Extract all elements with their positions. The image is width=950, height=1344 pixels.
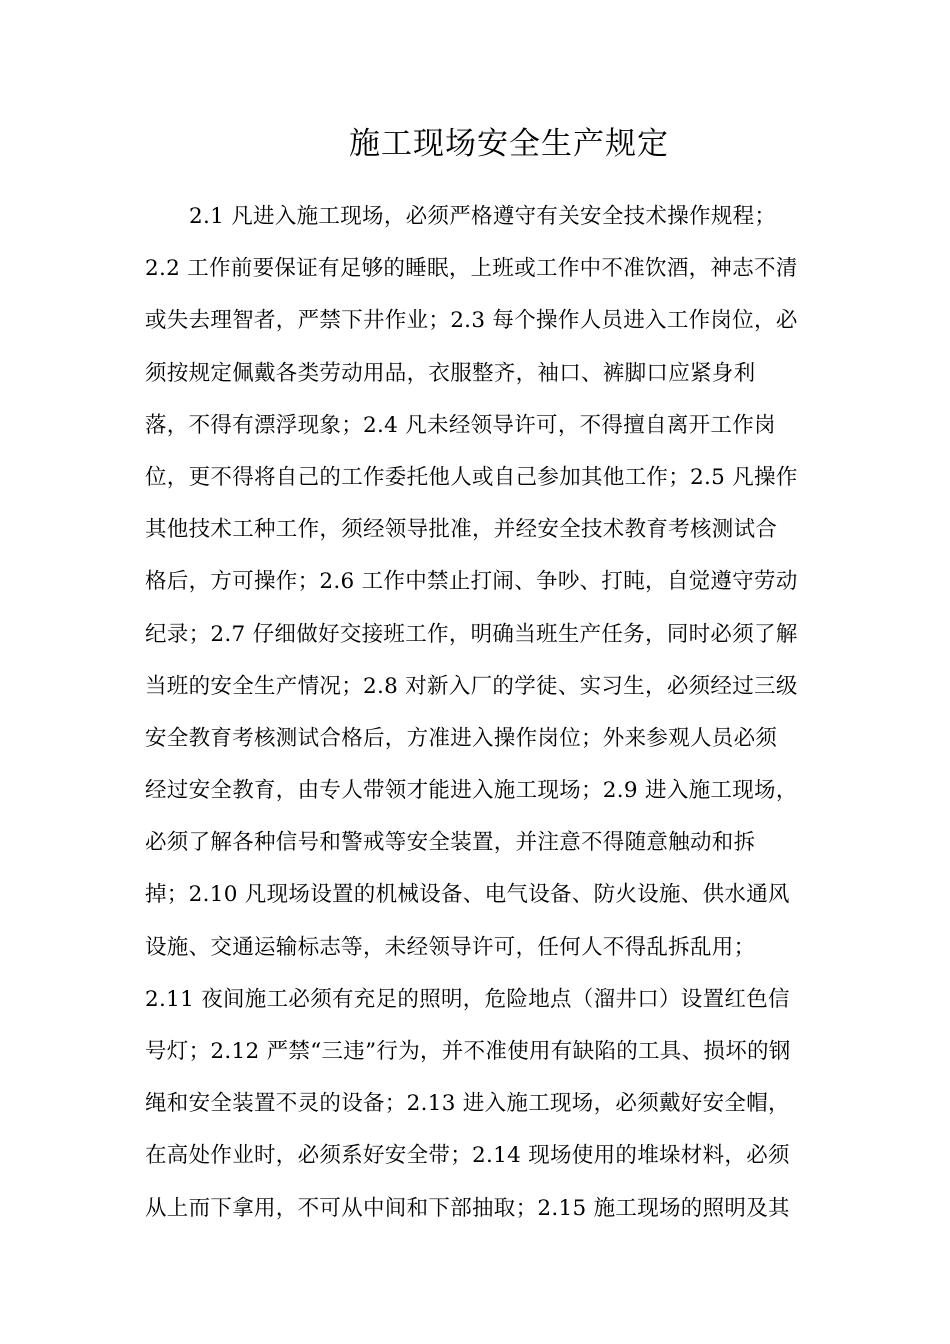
body-line: 绳和安全装置不灵的设备；2.13 进入施工现场，必须戴好安全帽， [145, 1091, 790, 1117]
body-line: 落，不得有漂浮现象；2.4 凡未经领导许可，不得擅自离开工作岗 [145, 412, 776, 438]
document-title: 施工现场安全生产规定 [349, 126, 669, 162]
body-line: 或失去理智者，严禁下井作业；2.3 每个操作人员进入工作岗位，必 [145, 308, 798, 334]
body-line: 须按规定佩戴各类劳动用品，衣服整齐，袖口、裤脚口应紧身利 [145, 360, 756, 386]
body-line: 2.11 夜间施工必须有充足的照明，危险地点（溜井口）设置红色信 [145, 986, 790, 1012]
body-line: 设施、交通运输标志等，未经领导许可，任何人不得乱拆乱用； [145, 934, 756, 960]
body-line: 其他技术工种工作，须经领导批准，并经安全技术教育考核测试合 [145, 517, 778, 543]
body-line: 经过安全教育，由专人带领才能进入施工现场；2.9 进入施工现场， [145, 778, 798, 804]
body-line: 2.1 凡进入施工现场，必须严格遵守有关安全技术操作规程； [189, 204, 777, 229]
body-line: 位，更不得将自己的工作委托他人或自己参加其他工作；2.5 凡操作 [145, 464, 798, 490]
body-line: 安全教育考核测试合格后，方准进入操作岗位；外来参观人员必须 [145, 725, 778, 751]
body-line: 纪录；2.7 仔细做好交接班工作，明确当班生产任务，同时必须了解 [145, 621, 798, 647]
body-line: 必须了解各种信号和警戒等安全装置，并注意不得随意触动和拆 [145, 830, 756, 856]
body-line: 当班的安全生产情况；2.8 对新入厂的学徒、实习生，必须经过三级 [145, 673, 798, 699]
body-line: 格后，方可操作；2.6 工作中禁止打闹、争吵、打盹，自觉遵守劳动 [145, 569, 798, 595]
body-line: 在高处作业时，必须系好安全带；2.14 现场使用的堆垛材料，必须 [145, 1143, 790, 1169]
body-line: 从上而下拿用，不可从中间和下部抽取；2.15 施工现场的照明及其 [145, 1195, 790, 1221]
body-line: 号灯；2.12 严禁“三违”行为，并不准使用有缺陷的工具、损坏的钢 [145, 1039, 791, 1064]
body-line: 2.2 工作前要保证有足够的睡眠，上班或工作中不准饮酒，神志不清 [145, 256, 798, 282]
document-body [145, 197, 825, 1241]
body-line: 掉；2.10 凡现场设置的机械设备、电气设备、防火设施、供水通风 [145, 882, 790, 908]
